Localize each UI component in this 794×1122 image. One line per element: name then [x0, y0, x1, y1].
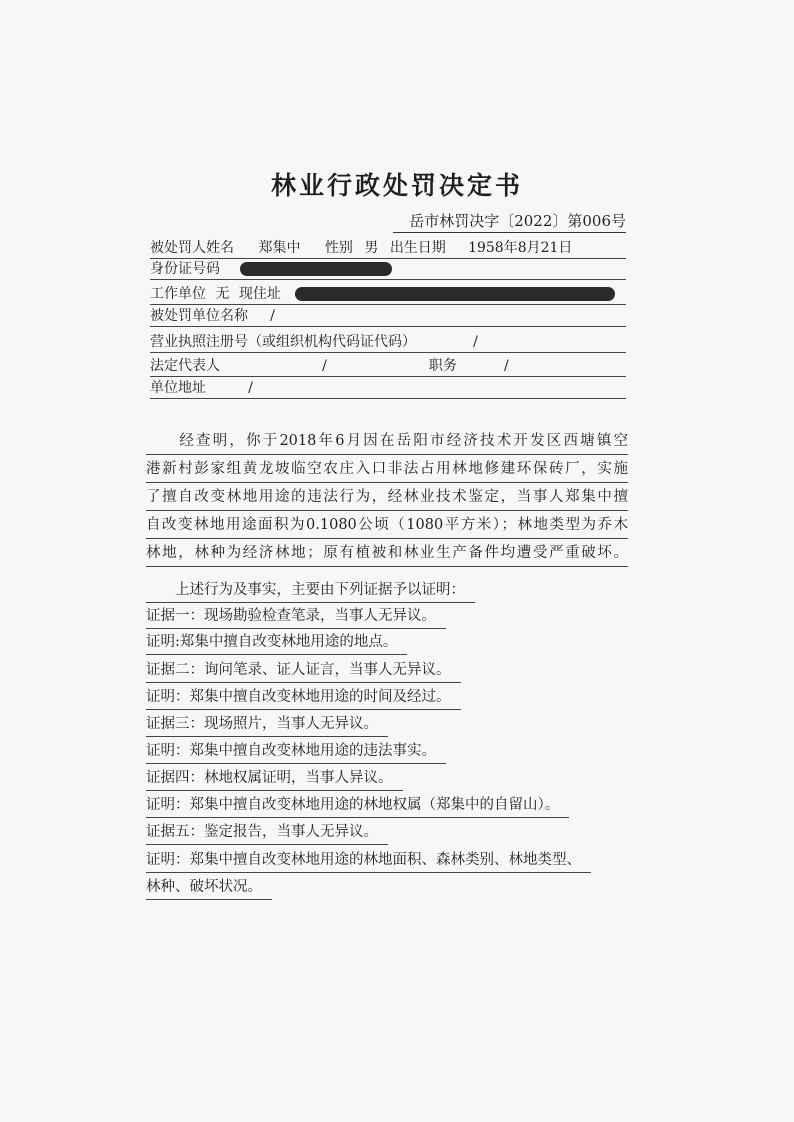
- redacted-id: [240, 262, 392, 276]
- birth-value: 1958年8月21日: [468, 240, 573, 256]
- id-row: [150, 259, 626, 280]
- document-title: 林业行政处罚决定书: [270, 171, 523, 200]
- license-value: /: [473, 334, 478, 350]
- representative-label: 法定代表人: [150, 358, 220, 374]
- redacted-address: [295, 287, 615, 301]
- evidence-line: 证据三：现场照片，当事人无异议。: [146, 712, 388, 737]
- work-value: 无: [215, 286, 230, 302]
- personal-info-row: [150, 238, 626, 259]
- evidence-intro: 上述行为及事实，主要由下列证据予以证明：: [146, 578, 475, 603]
- work-label: 工作单位: [150, 286, 206, 302]
- id-label: 身份证号码: [150, 261, 220, 277]
- unit-address-row: [150, 378, 626, 399]
- work-address-row: [150, 284, 626, 305]
- evidence-list: [146, 578, 628, 918]
- duty-value: /: [504, 358, 509, 374]
- evidence-line: 证明:郑集中擅自改变林地用途的地点。: [146, 630, 407, 655]
- evidence-line: 证明：郑集中擅自改变林地用途的林地面积、森林类别、林地类型、: [146, 848, 591, 873]
- paragraph-line: 经查明，你于2018年6月因在岳阳市经济技术开发区西塘镇空: [146, 428, 628, 455]
- paragraph-line: 林地，林种为经济林地；原有植被和林业生产备件均遭受严重破坏。: [146, 540, 628, 567]
- evidence-line: 林种、破坏状况。: [146, 875, 272, 900]
- unit-address-label: 单位地址: [150, 380, 206, 396]
- name-label: 被处罚人姓名: [150, 240, 234, 256]
- evidence-line: 证明：郑集中擅自改变林地用途的林地权属（郑集中的自留山）。: [146, 793, 569, 818]
- evidence-line: 证明：郑集中擅自改变林地用途的时间及经过。: [146, 685, 461, 710]
- evidence-line: 证据二：询问笔录、证人证言，当事人无异议。: [146, 658, 461, 683]
- gender-label: 性别: [324, 240, 353, 256]
- paragraph-line: 港新村彭家组黄龙坡临空农庄入口非法占用林地修建环保砖厂，实施: [146, 456, 628, 483]
- paragraph-line: 自改变林地用途面积为0.1080公顷（1080平方米）；林地类型为乔木: [146, 512, 628, 539]
- paragraph-line: 了擅自改变林地用途的违法行为，经林业技术鉴定，当事人郑集中擅: [146, 484, 628, 511]
- findings-paragraph: [146, 428, 628, 588]
- name-value: 郑集中: [258, 240, 301, 256]
- evidence-line: 证据四：林地权属证明，当事人异议。: [146, 766, 403, 791]
- unit-address-value: /: [248, 380, 253, 396]
- evidence-line: 证据五：鉴定报告，当事人无异议。: [146, 820, 388, 845]
- address-label: 现住址: [238, 286, 281, 302]
- license-label: 营业执照注册号（或组织机构代码证代码）: [150, 334, 416, 350]
- gender-value: 男: [364, 240, 379, 256]
- duty-label: 职务: [428, 358, 457, 374]
- birth-label: 出生日期: [389, 240, 446, 256]
- unit-name-row: [150, 306, 626, 327]
- unit-label: 被处罚单位名称: [150, 308, 248, 324]
- document-number: 岳市林罚决字〔2022〕第006号: [393, 210, 626, 233]
- evidence-line: 证明：郑集中擅自改变林地用途的违法事实。: [146, 739, 446, 764]
- representative-row: [150, 356, 626, 377]
- evidence-line: 证据一：现场勘验检查笔录，当事人无异议。: [146, 604, 446, 629]
- license-row: [150, 332, 626, 353]
- unit-value: /: [270, 308, 275, 324]
- representative-value: /: [322, 358, 327, 374]
